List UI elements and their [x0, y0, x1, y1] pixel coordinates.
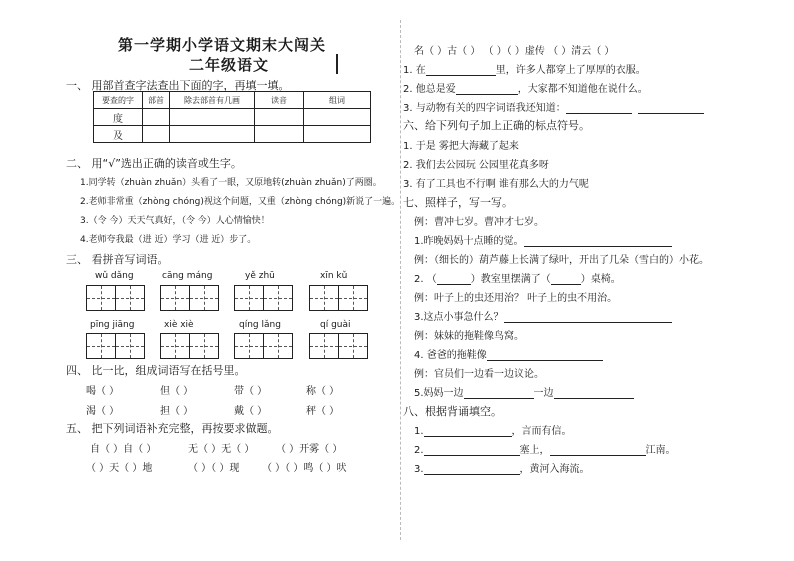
punctuation-item: 3. 有了工具也不行啊 谁有那么大的力气呢 — [403, 179, 589, 190]
table-row — [94, 126, 371, 143]
pinyin-label: yě zhū — [245, 271, 275, 281]
blank-line[interactable] — [524, 235, 672, 247]
example-sentence: 例：曹冲七岁。曹冲才七岁。 — [414, 217, 544, 228]
writing-box[interactable] — [234, 285, 293, 311]
example-sentence: 例：妹妹的拖鞋像鸟窝。 — [414, 331, 524, 342]
table-cell-char: 度 — [94, 109, 143, 126]
compare-item: 称（ ） — [306, 386, 340, 397]
table-header: 组词 — [304, 92, 371, 109]
table-header-row — [94, 92, 371, 109]
compare-item: 但（ ） — [160, 386, 194, 397]
example-sentence: 例：（细长的）葫芦藤上长满了绿叶，开出了几朵（雪白的）小花。 — [414, 255, 709, 266]
compare-item: 带（ ） — [234, 386, 268, 397]
pinyin-label: cāng máng — [162, 271, 213, 281]
idiom-item: 自（ ）自（ ） — [90, 444, 157, 455]
blank-line[interactable] — [638, 102, 704, 114]
scan-mark — [336, 54, 338, 74]
page-divider — [400, 20, 401, 540]
pinyin-label: pīng jiāng — [90, 320, 135, 330]
answer-cell[interactable] — [304, 126, 371, 143]
blank-line[interactable] — [424, 463, 520, 475]
punctuation-item: 1. 于是 雾把大海藏了起来 — [403, 141, 519, 152]
rewrite-item: 3.这点小事急什么？ — [414, 308, 672, 323]
reading-item: 3.（令 今）天天气真好，（令 今）人心情愉快！ — [80, 216, 270, 226]
worksheet-title: 第一学期小学语文期末大闯关 — [118, 36, 327, 54]
answer-cell[interactable] — [255, 109, 304, 126]
rewrite-item: 5.妈妈一边 一边 — [414, 384, 634, 399]
section-2-heading: 二、 用“√”选出正确的读音或生字。 — [66, 157, 242, 170]
writing-box[interactable] — [234, 333, 293, 359]
writing-box[interactable] — [160, 333, 219, 359]
pinyin-label: wǔ dǎng — [95, 271, 134, 281]
blank-line[interactable] — [437, 273, 471, 285]
section-6-heading: 六、给下列句子加上正确的标点符号。 — [403, 119, 590, 132]
answer-cell[interactable] — [170, 109, 255, 126]
fill-item: 2. 他总是爱 ，大家都不知道他在说什么。 — [403, 84, 648, 95]
section-8-heading: 八、根据背诵填空。 — [403, 405, 502, 418]
section-3-heading: 三、 看拼音写词语。 — [66, 253, 169, 266]
pinyin-label: qí guài — [320, 320, 351, 330]
fill-item: 3. 与动物有关的四字词语我还知道： — [403, 99, 704, 114]
writing-box[interactable] — [86, 333, 145, 359]
writing-box[interactable] — [309, 333, 368, 359]
answer-cell[interactable] — [143, 126, 170, 143]
answer-cell[interactable] — [170, 126, 255, 143]
answer-cell[interactable] — [304, 109, 371, 126]
writing-box[interactable] — [86, 285, 145, 311]
reading-item: 1.同学转（zhuàn zhuǎn）头看了一眼，又原地转(zhuàn zhuǎn)了两圈。 — [80, 178, 382, 188]
punctuation-item: 2. 我们去公园玩 公园里花真多呀 — [403, 160, 549, 171]
fill-item: 1. 在 里，许多人都穿上了厚厚的衣服。 — [403, 65, 646, 76]
writing-box[interactable] — [309, 285, 368, 311]
section-5-heading: 五、 把下列词语补充完整，再按要求做题。 — [66, 422, 279, 435]
worksheet-subtitle: 二年级语文 — [189, 56, 270, 74]
compare-item: 秤（ ） — [306, 406, 340, 417]
idiom-item: （ ）开雾（ ） — [276, 444, 343, 455]
pinyin-label: qíng lǎng — [239, 320, 281, 330]
rewrite-item: 1.昨晚妈妈十点睡的觉。 — [414, 232, 672, 247]
section-1-heading: 一、 用部首查字法查出下面的字，再填一填。 — [66, 79, 290, 92]
blank-line[interactable] — [487, 349, 603, 361]
table-header: 读音 — [255, 92, 304, 109]
blank-line[interactable] — [424, 425, 512, 437]
reading-item: 4.老师夸我最（进 近）学习（进 近）步了。 — [80, 235, 257, 245]
blank-line[interactable] — [456, 83, 518, 95]
table-header: 要查的字 — [94, 92, 143, 109]
rewrite-item: 2. （ ）教室里摆满了（ ）桌椅。 — [414, 274, 621, 285]
example-sentence: 例：官员们一边看一边议论。 — [414, 369, 544, 380]
blank-line[interactable] — [504, 311, 672, 323]
recite-item: 2. 塞上， 江南。 — [414, 445, 676, 456]
pinyin-label: xīn kǔ — [320, 271, 348, 281]
section-7-heading: 七、照样子，写一写。 — [403, 196, 513, 209]
example-sentence: 例：叶子上的虫还用治？ 叶子上的虫不用治。 — [414, 293, 618, 304]
table-header: 除去部首有几画 — [170, 92, 255, 109]
answer-cell[interactable] — [255, 126, 304, 143]
recite-item: 3. ，黄河入海流。 — [414, 464, 590, 475]
blank-line[interactable] — [551, 273, 581, 285]
blank-line[interactable] — [426, 64, 496, 76]
rewrite-item: 4. 爸爸的拖鞋像 — [414, 346, 603, 361]
compare-item: 渴（ ） — [86, 406, 120, 417]
answer-cell[interactable] — [143, 109, 170, 126]
blank-line[interactable] — [550, 444, 646, 456]
idiom-fill-line: 名（ ）古（ ） （ ）（ ）虚传 （ ）清云（ ） — [414, 46, 615, 57]
idiom-item: （ ）（ ）鸣（ ）吠 — [262, 463, 347, 474]
blank-line[interactable] — [566, 102, 632, 114]
compare-item: 喝（ ） — [86, 386, 120, 397]
lookup-table — [93, 91, 371, 143]
idiom-item: 无（ ）无（ ） — [188, 444, 255, 455]
compare-item: 戴（ ） — [234, 406, 268, 417]
table-cell-char: 及 — [94, 126, 143, 143]
writing-box[interactable] — [160, 285, 219, 311]
blank-line[interactable] — [554, 387, 634, 399]
recite-item: 1. ，言而有信。 — [414, 426, 572, 437]
blank-line[interactable] — [424, 444, 520, 456]
section-4-heading: 四、 比一比，组成词语写在括号里。 — [66, 364, 246, 377]
idiom-item: （ ）（ ）现 — [188, 463, 240, 474]
table-header: 部首 — [143, 92, 170, 109]
table-row — [94, 109, 371, 126]
blank-line[interactable] — [464, 387, 534, 399]
reading-item: 2.老师非常重（zhòng chóng)视这个问题，又重（zhòng chóng)新说了一遍。 — [80, 197, 401, 207]
compare-item: 担（ ） — [160, 406, 194, 417]
pinyin-label: xiè xiè — [164, 320, 194, 330]
idiom-item: （ ）天（ ）地 — [86, 463, 153, 474]
